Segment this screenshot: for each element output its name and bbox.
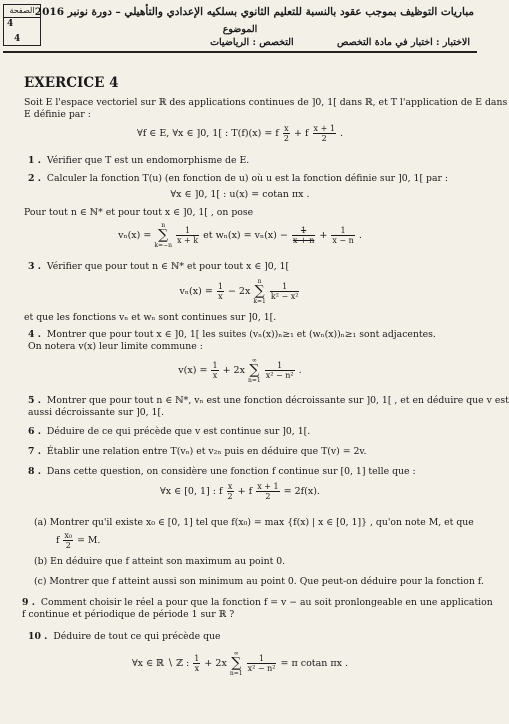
formula-vn-wn: vₙ(x) = n ∑ k=−n $\frac{1}{x + k}$ et wₙ(x) = vₙ(x) − $\frac{1}{x + n}$ + $\frac{1}{x - n}$ . xyxy=(118,222,362,249)
question-1: 1 . Vérifier que T est un endomorphisme de E. xyxy=(28,155,250,166)
question-8b: (b) En déduire que f atteint son maximum au point 0. xyxy=(34,556,286,567)
formula-q3: vₙ(x) = $\frac{1}{x}$ − 2x n ∑ k=1 $\frac{1}{\text{k² − x²}}$ xyxy=(179,278,299,305)
intro-line-2: E définie par : xyxy=(24,109,91,120)
sum-n-1-to-inf: ∞ ∑ n=1 xyxy=(248,357,261,384)
definition-T: ∀f ∈ E, ∀x ∈ ]0, 1[ : T(f)(x) = f $\frac{x}{2}$ + f $\frac{x + 1}{2}$ . xyxy=(137,124,343,143)
question-8c: (c) Montrer que f atteint aussi son minimum au point 0. Que peut-on déduire pour la fonction f. xyxy=(34,576,484,587)
formula-q8: ∀x ∈ [0, 1] : f $\frac{x}{2}$ + f $\frac{x + 1}{2}$ = 2f(x). xyxy=(160,482,320,501)
formula-v: v(x) = $\frac{1}{x}$ + 2x ∞ ∑ n=1 $\frac{1}{\text{x² − n²}}$ . xyxy=(178,357,302,384)
exam-header-title: مباريات التوظيف بموجب عقود بالنسبة للتعليم الثانوي بسلكيه الإعدادي والتأهيلي – دورة نونبر 2016 xyxy=(34,6,474,18)
question-9: 9 . Comment choisir le réel a pour que la fonction f = v − au soit pronlongeable en une application xyxy=(22,597,493,608)
q4-note: On notera v(x) leur limite commune : xyxy=(28,341,203,352)
header-divider xyxy=(3,51,477,53)
q3-after: et que les fonctions vₙ et wₙ sont continues sur ]0, 1[. xyxy=(24,312,277,323)
question-8a-cont: f $\frac{\text{x₀}}{2}$ = M. xyxy=(56,531,101,550)
frac-wn-2: $\frac{1}{x - n}$ xyxy=(332,226,354,245)
q5-cont: aussi décroissante sur ]0, 1[. xyxy=(28,407,165,418)
question-2: 2 . Calculer la fonction T(u) (en fonction de u) où u est la fonction définie sur ]0, 1[ par : xyxy=(28,173,449,184)
question-8a: (a) Montrer qu'il existe x₀ ∈ [0, 1] tel que f(x₀) = max {f(x) | x ∈ [0, 1]} , qu'on note M, et que xyxy=(34,517,474,528)
page-total: 4 xyxy=(14,34,21,44)
page-label: الصفحة xyxy=(4,5,40,18)
frac-x-over-2: $\frac{x}{2}$ xyxy=(283,124,289,143)
frac-x-plus-1-over-2: $\frac{x + 1}{2}$ xyxy=(313,124,335,143)
exercise-title: EXERCICE 4 xyxy=(24,75,119,91)
def-T-mid: + f xyxy=(293,128,309,139)
question-4: 4 . Montrer que pour tout x ∈ ]0, 1[ les suites (vₙ(x))ₙ≥₁ et (wₙ(x))ₙ≥₁ sont adjacentes. xyxy=(28,329,436,340)
formula-q10: ∀x ∈ ℝ ∖ ℤ : $\frac{1}{x}$ + 2x ∞ ∑ n=1 $\frac{1}{\text{x² − n²}}$ = π cotan πx . xyxy=(131,650,349,677)
question-9-cont: f continue et périodique de période 1 sur ℝ ? xyxy=(22,609,235,620)
page-number: 4 xyxy=(7,19,14,29)
frac-vn: $\frac{1}{x + k}$ xyxy=(176,226,199,245)
formula-u: ∀x ∈ ]0, 1[ : u(x) = cotan πx . xyxy=(170,189,310,200)
intro-line-1: Soit E l'espace vectoriel sur ℝ des applications continues de ]0, 1[ dans ℝ, et T l'application de E dans xyxy=(24,97,508,108)
sum-k-1-to-n: n ∑ k=1 xyxy=(253,278,266,305)
question-3: 3 . Vérifier que pour tout n ∈ ℕ* et pour tout x ∈ ]0, 1[ xyxy=(28,261,290,272)
exam-type: الاختبار : اختبار في مادة التخصص xyxy=(337,37,470,48)
sum-k-neg-n-to-n: n ∑ k=−n xyxy=(154,222,172,249)
exam-header-info xyxy=(50,37,470,48)
question-7: 7 . Établir une relation entre T(vₙ) et v₂ₙ puis en déduire que T(v) = 2v. xyxy=(28,446,367,457)
question-8: 8 . Dans cette question, on considère une fonction f continue sur [0, 1] telle que : xyxy=(28,466,416,477)
exam-header-subject: الموضوع xyxy=(222,24,258,35)
question-10: 10 . Déduire de tout ce qui précède que xyxy=(28,631,221,642)
sum-n-1-to-inf-q10: ∞ ∑ n=1 xyxy=(229,650,243,677)
frac-wn-struck: $\frac{1}{x + n}$ xyxy=(292,226,315,245)
exam-specialty: التخصص : الرياضيات xyxy=(210,37,294,48)
question-6: 6 . Déduire de ce qui précède que v est continue sur ]0, 1[. xyxy=(28,426,311,437)
q2-pose: Pour tout n ∈ ℕ* et pour tout x ∈ ]0, 1[ , on pose xyxy=(24,207,254,218)
question-5: 5 . Montrer que pour tout n ∈ ℕ*, vₙ est une fonction décroissante sur ]0, 1[ , et en déduire que v est xyxy=(28,395,509,406)
def-T-left: ∀f ∈ E, ∀x ∈ ]0, 1[ : T(f)(x) = f xyxy=(137,128,279,139)
